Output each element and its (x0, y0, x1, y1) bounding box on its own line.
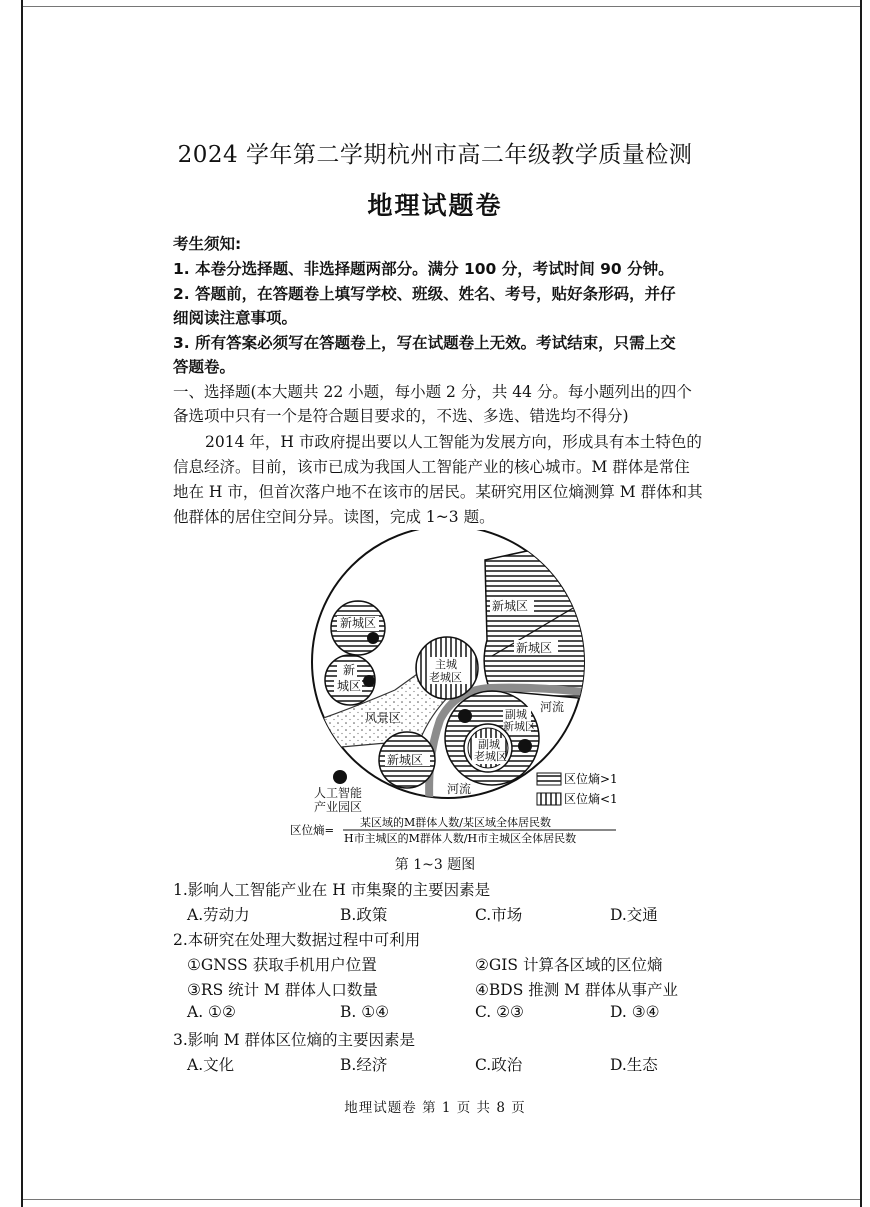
label-new-city-s: 新城区 (387, 753, 424, 767)
question-1-stem: 1.影响人工智能产业在 H 市集聚的主要因素是 (173, 881, 491, 899)
scan-border-left (21, 0, 23, 1207)
label-new-city-e: 新城区 (516, 641, 553, 655)
legend-label-gt1: 区位熵>1 (564, 772, 618, 786)
notice-item-2a: 2. 答题前，在答题卷上填写学校、班级、姓名、考号，贴好条形码，并仔 (173, 285, 676, 303)
figure-caption: 第 1~3 题图 (394, 857, 476, 873)
q2-option-d: D. ③④ (610, 1003, 660, 1021)
q2-item-1: ①GNSS 获取手机用户位置 (187, 956, 377, 974)
q2-option-c: C. ②③ (475, 1003, 524, 1021)
passage-line-4: 他群体的居住空间分异。读图，完成 1~3 题。 (173, 508, 495, 526)
label-new-city-ne: 新城区 (492, 599, 529, 613)
label-new-city-2a: 新 (343, 663, 356, 677)
label-ai-park-b: 产业园区 (314, 800, 363, 814)
q2-item-3: ③RS 统计 M 群体人口数量 (187, 981, 378, 999)
label-scenic: 风景区 (365, 711, 402, 725)
label-sub-new-a: 副城 (505, 708, 527, 721)
exam-title: 2024 学年第二学期杭州市高二年级教学质量检测 (177, 142, 693, 168)
q3-option-d: D.生态 (610, 1056, 658, 1074)
label-river-1: 河流 (540, 700, 565, 714)
q1-option-c: C.市场 (475, 906, 523, 924)
q1-option-b: B.政策 (340, 906, 388, 924)
new-city-ne-region (484, 540, 600, 700)
section-heading-line2: 备选项中只有一个是符合题目要求的，不选、多选、错选均不得分) (173, 407, 629, 425)
q1-option-a: A.劳动力 (187, 906, 250, 924)
scan-border-bottom (21, 1199, 862, 1200)
label-main-old-a: 主城 (435, 658, 457, 671)
paper-subtitle: 地理试题卷 (367, 191, 503, 220)
question-2-stem: 2.本研究在处理大数据过程中可利用 (173, 931, 421, 949)
legend-label-lt1: 区位熵<1 (564, 792, 618, 806)
label-river-2: 河流 (447, 782, 472, 796)
page-footer: 地理试题卷 第 1 页 共 8 页 (344, 1100, 526, 1116)
passage-line-3: 地在 H 市，但首次落户地不在该市的居民。某研究用区位熵测算 M 群体和其 (173, 483, 703, 501)
scan-border-top (21, 6, 862, 7)
notice-heading: 考生须知: (173, 235, 242, 253)
q2-item-4: ④BDS 推测 M 群体从事产业 (475, 981, 678, 999)
passage-line-2: 信息经济。目前，该市已成为我国人工智能产业的核心城市。M 群体是常住 (173, 458, 690, 476)
legend-swatch-gt1 (537, 773, 561, 785)
section-heading-line1: 一、选择题(本大题共 22 小题，每小题 2 分，共 44 分。每小题列出的四个 (173, 383, 692, 401)
formula-lhs: 区位熵= (290, 823, 335, 837)
notice-item-1: 1. 本卷分选择题、非选择题两部分。满分 100 分，考试时间 90 分钟。 (173, 260, 674, 278)
formula-numerator: 某区域的M群体人数/某区域全体居民数 (360, 816, 551, 829)
q3-option-b: B.经济 (340, 1056, 388, 1074)
notice-item-3a: 3. 所有答案必须写在答题卷上，写在试题卷上无效。考试结束，只需上交 (173, 334, 676, 352)
q3-option-c: C.政治 (475, 1056, 523, 1074)
q1-option-d: D.交通 (610, 906, 658, 924)
label-ai-park-a: 人工智能 (314, 786, 363, 800)
notice-item-2b: 细阅读注意事项。 (173, 309, 298, 327)
ai-park-marker (333, 770, 347, 784)
scan-border-right (860, 0, 862, 1207)
label-new-city-2b: 城区 (337, 679, 362, 693)
legend-swatch-lt1 (537, 793, 561, 805)
label-main-old-b: 老城区 (429, 671, 462, 684)
question-3-stem: 3.影响 M 群体区位熵的主要因素是 (173, 1031, 416, 1049)
label-sub-old-a: 副城 (478, 738, 500, 751)
label-sub-old-b: 老城区 (474, 750, 507, 763)
q2-option-b: B. ①④ (340, 1003, 390, 1021)
label-sub-new-b: 新城区 (503, 720, 536, 733)
passage-line-1: 2014 年，H 市政府提出要以人工智能为发展方向，形成具有本土特色的 (205, 433, 702, 451)
q2-option-a: A. ①② (187, 1003, 236, 1021)
q3-option-a: A.文化 (187, 1056, 235, 1074)
formula-denominator: H市主城区的M群体人数/H市主城区全体居民数 (344, 832, 577, 845)
q2-item-2: ②GIS 计算各区域的区位熵 (475, 956, 663, 974)
city-location-quotient-map (280, 530, 620, 850)
notice-item-3b: 答题卷。 (173, 358, 236, 376)
label-new-city-1: 新城区 (340, 616, 377, 630)
